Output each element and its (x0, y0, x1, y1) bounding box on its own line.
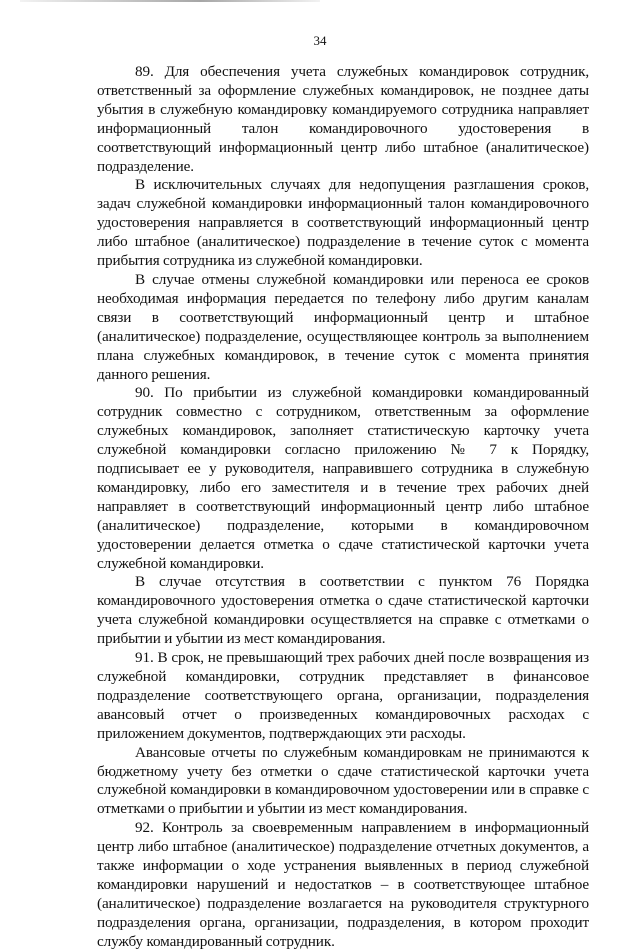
scan-edge-artifact (20, 0, 320, 2)
paragraph-90: 90. По прибытии из служебной командировки командированный сотрудник совместно с сотрудником, ответственным за оформление служебных командировок, заполняет статистическую карточку учета служебной командировки согласно приложению № 7 к Порядку, подписывает ее у руководителя, направившего сотрудника в служебную командировку, либо его заместителя и в течение трех рабочих дней направляет в соответствующий информационный центр либо штабное (аналитическое) подразделение, которыми в командировочном удостоверении делается отметка о сдаче статистической карточки учета служебной командировки. (97, 384, 589, 572)
paragraph-91-advance-reports: Авансовые отчеты по служебным командировкам не принимаются к бюджетному учету без отметки о сдаче статистической карточки учета служебной командировки в командировочном удостоверении или в справке с отметками о прибытии и убытии из мест командирования. (97, 743, 589, 818)
document-body (97, 63, 589, 952)
paragraph-89-exceptional-cases: В исключительных случаях для недопущения разглашения сроков, задач служебной командировки информационный талон командировочного удостоверения направляется в соответствующий информационный центр либо штабное (аналитическое) подразделение в течение суток с момента прибытия сотрудника из служебной командировки. (97, 176, 589, 270)
paragraph-90-absence-of-certificate: В случае отсутствия в соответствии с пунктом 76 Порядка командировочного удостоверения отметка о сдаче статистической карточки учета служебной командировки осуществляется на справке с отметками о прибытии и убытии из мест командирования. (97, 573, 589, 648)
paragraph-91: 91. В срок, не превышающий трех рабочих дней после возвращения из служебной командировки, сотрудник представляет в финансовое подразделение соответствующего органа, организации, подразделения авансовый отчет о произведенных командировочных расходах с приложением документов, подтверждающих эти расходы. (97, 649, 589, 742)
paragraph-92: 92. Контроль за своевременным направлением в информационный центр либо штабное (аналитическое) подразделение отчетных документов, а также информации о ходе устранения выявленных в период служебной командировки нарушений и недостатков – в соответствующее штабное (аналитическое) подразделение возлагается на руководителя структурного подразделения органа, организации, подразделения, в котором проходит службу командированный сотрудник. (97, 819, 589, 950)
page-number: 34 (313, 33, 327, 48)
paragraph-89-cancellation: В случае отмены служебной командировки или переноса ее сроков необходимая информация передается по телефону либо другим каналам связи в соответствующий информационный центр и штабное (аналитическое) подразделение, осуществляющее контроль за выполнением плана служебных командировок, в течение суток с момента принятия данного решения. (97, 270, 589, 383)
paragraph-89: 89. Для обеспечения учета служебных командировок сотрудник, ответственный за оформление служебных командировок, не позднее даты убытия в служебную командировку командируемого сотрудника направляет информационный талон командировочного удостоверения в соответствующий информационный центр либо штабное (аналитическое) подразделение. (97, 63, 589, 175)
